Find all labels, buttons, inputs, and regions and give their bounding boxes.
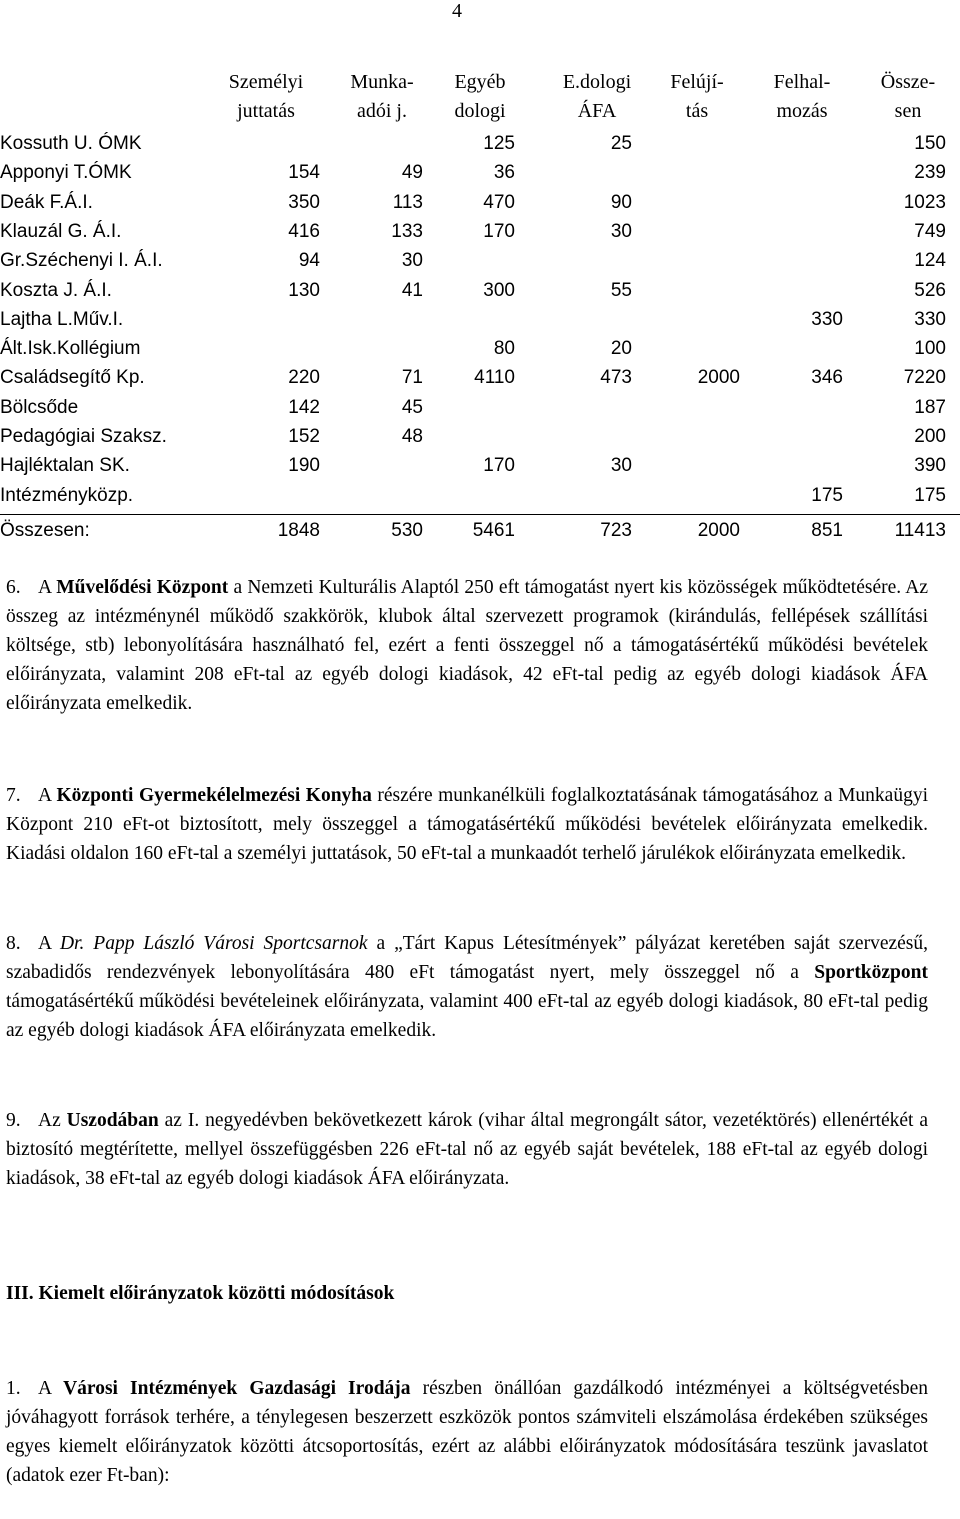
column-header-line: adói j. <box>357 100 407 122</box>
table-cell: 142 <box>288 397 320 418</box>
table-row <box>0 217 960 247</box>
table-cell: 851 <box>811 520 843 541</box>
italic-text: Dr. Papp László Városi Sportcsarnok <box>59 933 368 954</box>
paragraph-number: 9. <box>6 1110 21 1131</box>
table-cell: 125 <box>483 133 515 154</box>
text: A <box>38 577 57 598</box>
table-cell: 330 <box>811 309 843 330</box>
table-cell: 55 <box>610 280 632 301</box>
table-cell: 239 <box>914 162 946 183</box>
paragraph-7 <box>6 781 928 868</box>
row-label: Pedagógiai Szaksz. <box>0 426 167 447</box>
table-row <box>0 246 960 276</box>
column-header <box>420 68 540 126</box>
section-heading: III. Kiemelt előirányzatok közötti módosítások <box>6 1283 395 1304</box>
page-number: 4 <box>452 0 462 22</box>
table-cell: 2000 <box>697 367 740 388</box>
table-cell: 723 <box>600 520 632 541</box>
column-header-line: Egyéb <box>454 71 506 93</box>
row-label: Összesen: <box>0 520 90 541</box>
table-cell: 350 <box>288 192 320 213</box>
column-header <box>742 68 862 126</box>
table-cell: 25 <box>610 133 632 154</box>
row-label: Kossuth U. ÓMK <box>0 133 142 154</box>
table-row <box>0 188 960 218</box>
column-header-line: Felújí- <box>670 71 724 93</box>
table-row <box>0 393 960 423</box>
row-label: Ált.Isk.Kollégium <box>0 338 141 359</box>
table-cell: 48 <box>401 426 423 447</box>
table-row <box>0 516 960 546</box>
column-header-line: ÁFA <box>577 100 617 122</box>
paragraph-6 <box>6 573 928 718</box>
table-cell: 80 <box>493 338 515 359</box>
column-header-line: dologi <box>454 100 506 122</box>
bold-text: Művelődési Központ <box>56 577 229 598</box>
table-cell: 526 <box>914 280 946 301</box>
paragraph-9 <box>6 1106 928 1193</box>
text: Az <box>38 1110 67 1131</box>
text: részére munkanélküli foglalkoztatásának támogatásához a Munkaügyi Központ 210 eFt-ot biztosított, mely összeggel a támogatásértékű működési bevételek előirányzata emelkedik. Kiadási oldalon 160 eFt-tal a személyi juttatások, 50 eFt-tal a munkaadót terhelő járulékok előirányzata emelkedik. <box>6 785 928 864</box>
text: A <box>38 933 60 954</box>
column-header <box>206 68 326 126</box>
table-cell: 190 <box>288 455 320 476</box>
paragraph-1 <box>6 1374 928 1490</box>
row-label: Deák F.Á.I. <box>0 192 93 213</box>
column-header-line: Munka- <box>350 71 414 93</box>
table-cell: 152 <box>288 426 320 447</box>
table-cell: 133 <box>391 221 423 242</box>
column-header-line: mozás <box>776 100 828 122</box>
table-cell: 300 <box>483 280 515 301</box>
table-cell: 2000 <box>697 520 740 541</box>
table-row <box>0 129 960 159</box>
text: A <box>38 1378 64 1399</box>
table-row <box>0 158 960 188</box>
column-header-line: juttatás <box>237 100 295 122</box>
text: az I. negyedévben bekövetkezett károk (vihar által megrongált sátor, vezetéktörés) ellenértékét a biztosító megtérítette, mellyel összefüggésben 226 eFt-tal nő az egyéb saját bevételek, 188 eFt-tal az egyéb dologi kiadások, 38 eFt-tal az egyéb dologi kiadások ÁFA előirányzata. <box>6 1110 928 1189</box>
text: A <box>38 785 57 806</box>
column-header-line: E.dologi <box>562 71 632 93</box>
table-cell: 170 <box>483 221 515 242</box>
row-label: Intézményközp. <box>0 485 134 506</box>
column-header-line: Össze- <box>880 71 936 93</box>
text: a Nemzeti Kulturális Alaptól 250 eft támogatást nyert kis közösségek működtetésére. Az összeg az intézménynél működő szakkörök, klubok által szervezett programok (kirándulás, fellépések szállítási költsége, stb) lebonyolítására használható fel, ezért a fenti összeggel nő a támogatásértékű működési bevételek előirányzata, valamint 208 eFt-tal az egyéb dologi kiadások, 42 eFt-tal pedig az egyéb dologi kiadások ÁFA előirányzata emelkedik. <box>6 577 929 714</box>
table-cell: 90 <box>610 192 632 213</box>
table-cell: 749 <box>914 221 946 242</box>
table-cell: 1848 <box>277 520 320 541</box>
table-cell: 154 <box>288 162 320 183</box>
column-header <box>848 68 960 126</box>
row-label: Lajtha L.Műv.I. <box>0 309 124 330</box>
row-label: Bölcsőde <box>0 397 79 418</box>
table-cell: 473 <box>600 367 632 388</box>
table-cell: 30 <box>610 221 632 242</box>
table-cell: 470 <box>483 192 515 213</box>
column-header-line: tás <box>685 100 709 122</box>
table-cell: 200 <box>914 426 946 447</box>
table-row <box>0 363 960 393</box>
table-cell: 175 <box>914 485 946 506</box>
bold-text: Központi Gyermekélelmezési Konyha <box>56 785 372 806</box>
column-header-line: sen <box>894 100 922 122</box>
table-cell: 4110 <box>474 367 515 388</box>
table-cell: 150 <box>914 133 946 154</box>
table-cell: 530 <box>391 520 423 541</box>
table-cell: 30 <box>401 250 423 271</box>
paragraph-number: 7. <box>6 785 21 806</box>
table-cell: 30 <box>610 455 632 476</box>
row-label: Klauzál G. Á.I. <box>0 221 122 242</box>
table-cell: 175 <box>811 485 843 506</box>
text: támogatásértékű működési bevételeinek előirányzata, valamint 400 eFt-tal az egyéb dologi kiadások, 80 eFt-tal pedig az egyéb dologi kiadások ÁFA előirányzata emelkedik. <box>6 991 928 1041</box>
table-cell: 45 <box>401 397 423 418</box>
table-cell: 416 <box>288 221 320 242</box>
row-label: Gr.Széchenyi I. Á.I. <box>0 250 163 271</box>
table-row <box>0 451 960 481</box>
table-row <box>0 481 960 511</box>
table-cell: 36 <box>493 162 515 183</box>
table-row <box>0 276 960 306</box>
table-cell: 346 <box>811 367 843 388</box>
row-label: Apponyi T.ÓMK <box>0 162 132 183</box>
table-cell: 5461 <box>472 520 515 541</box>
table-cell: 220 <box>288 367 320 388</box>
table-cell: 187 <box>914 397 946 418</box>
table-row <box>0 305 960 335</box>
table-cell: 41 <box>401 280 423 301</box>
table-cell: 49 <box>401 162 423 183</box>
table-row <box>0 334 960 364</box>
paragraph-8 <box>6 929 928 1045</box>
bold-text: Uszodában <box>66 1110 159 1131</box>
table-cell: 100 <box>914 338 946 359</box>
column-header <box>637 68 757 126</box>
table-cell: 1023 <box>903 192 946 213</box>
table-row <box>0 422 960 452</box>
table-cell: 7220 <box>903 367 946 388</box>
text: a „Tárt Kapus Létesítmények” pályázat keretében saját szervezésű, szabadidős rendezvények lebonyolítására 480 eFt támogatást nyert, mely összeggel nő a <box>6 933 929 983</box>
table-cell: 130 <box>288 280 320 301</box>
row-label: Koszta J. Á.I. <box>0 280 112 301</box>
table-cell: 71 <box>401 367 423 388</box>
column-header-line: Felhal- <box>773 71 831 93</box>
table-cell: 124 <box>914 250 946 271</box>
bold-text: Sportközpont <box>814 962 928 983</box>
table-cell: 20 <box>610 338 632 359</box>
table-cell: 170 <box>483 455 515 476</box>
row-label: Családsegítő Kp. <box>0 367 145 388</box>
paragraph-number: 1. <box>6 1378 21 1399</box>
table-cell: 113 <box>392 192 423 213</box>
table-cell: 94 <box>298 250 320 271</box>
table-cell: 390 <box>914 455 946 476</box>
table-cell: 330 <box>914 309 946 330</box>
bold-text: Városi Intézmények Gazdasági Irodája <box>63 1378 411 1399</box>
column-header-line: Személyi <box>228 71 304 93</box>
row-label: Hajléktalan SK. <box>0 455 130 476</box>
text: részben önállóan gazdálkodó intézményei a költségvetésben jóváhagyott források terhére, a ténylegesen beszerzett eszközök pontos számviteli elszámolása érdekében szükséges egyes kiemelt előirányzatok közötti átcsoportosítás, ezért az alábbi előirányzatok módosítására teszünk javaslatot (adatok ezer Ft-ban): <box>6 1378 928 1486</box>
table-total-rule <box>0 514 960 515</box>
paragraph-number: 6. <box>6 577 21 598</box>
table-cell: 11413 <box>894 520 946 541</box>
paragraph-number: 8. <box>6 933 21 954</box>
